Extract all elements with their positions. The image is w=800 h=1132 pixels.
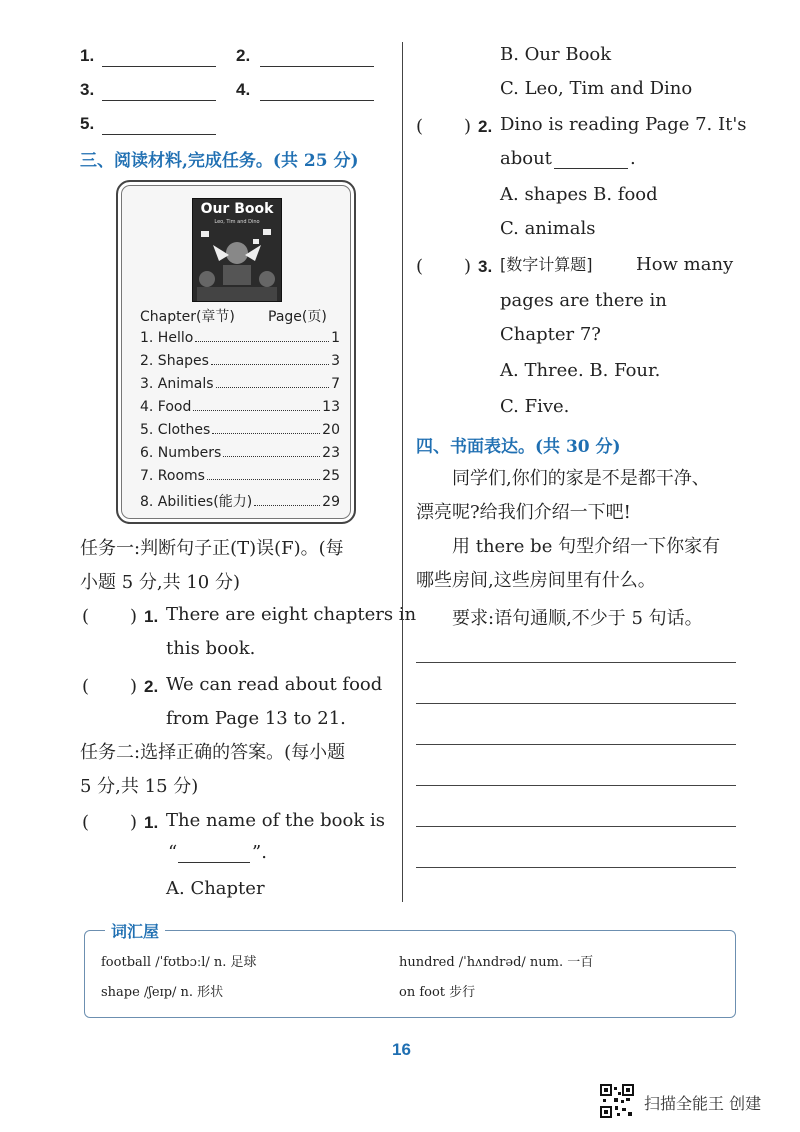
option-ab: A. shapes B. food	[500, 184, 658, 205]
answer-blank-1[interactable]	[102, 48, 216, 67]
toc-row	[140, 422, 340, 438]
column-divider	[402, 42, 403, 902]
writing-line[interactable]	[416, 744, 736, 745]
vocab-item: shape /ʃeɪp/ n. 形状	[101, 985, 224, 1000]
task2-q3-text-cont: pages are there in	[500, 290, 667, 311]
answer-paren-open[interactable]: (	[82, 812, 90, 833]
task2-q1-text: The name of the book is	[166, 810, 385, 831]
section4-title: 四、书面表达。(共 30 分)	[416, 437, 621, 457]
about-blank[interactable]	[554, 152, 628, 169]
toc-page: 7	[331, 376, 340, 392]
cover-illustration	[193, 225, 281, 302]
toc-row	[140, 399, 340, 415]
vocab-item: on foot 步行	[399, 985, 476, 1000]
toc-row	[140, 445, 340, 461]
answer-paren-open[interactable]: (	[82, 606, 90, 627]
option-a: A. Chapter	[166, 878, 265, 899]
section4-para2: 用 there be 句型介绍一下你家有	[452, 536, 721, 557]
close-quote: ”.	[252, 842, 267, 863]
vocab-item: hundred /ˈhʌndrəd/ num. 一百	[399, 955, 594, 970]
book-name-blank[interactable]	[178, 844, 250, 863]
vocab-box	[84, 922, 736, 1018]
answer-blank-3[interactable]	[102, 82, 216, 101]
toc-page: 1	[331, 330, 340, 346]
question-number: 2.	[478, 117, 493, 136]
task1-q2-text-cont: from Page 13 to 21.	[166, 708, 346, 729]
answer-paren-open[interactable]: (	[416, 256, 424, 277]
question-number: 2.	[144, 677, 159, 696]
writing-line[interactable]	[416, 826, 736, 827]
toc-label: 4. Food	[140, 399, 192, 415]
book-cover	[192, 198, 282, 302]
toc-label: 1. Hello	[140, 330, 194, 346]
toc-label: 5. Clothes	[140, 422, 211, 438]
book-card	[116, 180, 356, 524]
toc-label: 2. Shapes	[140, 353, 209, 369]
section4-para2-cont: 哪些房间,这些房间里有什么。	[416, 570, 656, 591]
math-tag: [数字计算题]	[500, 255, 593, 274]
task1-q1-text-cont: this book.	[166, 638, 256, 659]
toc-header-chapter: Chapter(章节)	[140, 309, 235, 325]
option-c: C. Leo, Tim and Dino	[500, 78, 693, 99]
option-c: C. Five.	[500, 396, 570, 417]
question-number: 3.	[478, 257, 493, 276]
answer-paren-close[interactable]: )	[130, 676, 138, 697]
toc-page: 25	[322, 468, 340, 484]
qr-code-icon	[600, 1084, 634, 1118]
answer-paren-open[interactable]: (	[82, 676, 90, 697]
answer-paren-close[interactable]: )	[130, 812, 138, 833]
task2-q2-text: Dino is reading Page 7. It's	[500, 114, 747, 135]
option-c: C. animals	[500, 218, 596, 239]
task1-q2-text: We can read about food	[166, 674, 383, 695]
answer-paren-close[interactable]: )	[464, 116, 472, 137]
toc-label: 7. Rooms	[140, 468, 205, 484]
answer-paren-close[interactable]: )	[130, 606, 138, 627]
cover-title: Our Book	[200, 201, 274, 217]
answer-label-5: 5.	[80, 114, 95, 133]
toc-page: 13	[322, 399, 340, 415]
writing-line[interactable]	[416, 785, 736, 786]
toc-page: 3	[331, 353, 340, 369]
writing-line[interactable]	[416, 662, 736, 663]
writing-line[interactable]	[416, 867, 736, 868]
toc-row	[140, 376, 340, 392]
question-number: 1.	[144, 607, 159, 626]
answer-label-1: 1.	[80, 46, 95, 65]
task2-q3-text-end: Chapter 7?	[500, 324, 601, 345]
option-b: B. Our Book	[500, 44, 612, 65]
toc-header-page: Page(页)	[268, 309, 327, 325]
vocab-title: 词汇屋	[105, 919, 165, 942]
toc-label: 3. Animals	[140, 376, 214, 392]
page-number: 16	[392, 1040, 411, 1059]
toc-page: 20	[322, 422, 340, 438]
section4-para1: 同学们,你们的家是不是都干净、	[452, 468, 710, 489]
cover-subtitle: Leo, Tim and Dino	[214, 219, 260, 225]
answer-label-3: 3.	[80, 80, 95, 99]
toc-row	[140, 491, 340, 511]
answer-blank-4[interactable]	[260, 82, 374, 101]
vocab-item: football /ˈfʊtbɔːl/ n. 足球	[101, 955, 257, 970]
toc-row	[140, 468, 340, 484]
task1-title-line1: 任务一:判断句子正(T)误(F)。(每	[80, 538, 344, 559]
answer-label-4: 4.	[236, 80, 251, 99]
watermark-text: 扫描全能王 创建	[644, 1094, 762, 1113]
answer-label-2: 2.	[236, 46, 251, 65]
task2-q3-text: How many	[636, 254, 734, 275]
option-ab: A. Three. B. Four.	[500, 360, 661, 381]
toc-row	[140, 353, 340, 369]
task2-title-line2: 5 分,共 15 分)	[80, 776, 199, 797]
task1-q1-text: There are eight chapters in	[166, 604, 417, 625]
task1-title-line2: 小题 5 分,共 10 分)	[80, 572, 240, 593]
toc-label: 8. Abilities(能力)	[140, 494, 253, 510]
period: .	[630, 148, 636, 169]
question-number: 1.	[144, 813, 159, 832]
toc-row	[140, 330, 340, 346]
answer-paren-open[interactable]: (	[416, 116, 424, 137]
answer-paren-close[interactable]: )	[464, 256, 472, 277]
task2-title-line1: 任务二:选择正确的答案。(每小题	[80, 742, 346, 763]
answer-blank-2[interactable]	[260, 48, 374, 67]
section3-title: 三、阅读材料,完成任务。(共 25 分)	[80, 151, 359, 171]
toc-page: 23	[322, 445, 340, 461]
toc-page: 29	[322, 494, 340, 510]
task2-q2-text-cont: about	[500, 148, 552, 169]
answer-blank-5[interactable]	[102, 116, 216, 135]
section4-para1-cont: 漂亮呢?给我们介绍一下吧!	[416, 502, 631, 523]
open-quote: “	[168, 842, 178, 863]
writing-line[interactable]	[416, 703, 736, 704]
section4-requirement: 要求:语句通顺,不少于 5 句话。	[452, 608, 703, 629]
toc-label: 6. Numbers	[140, 445, 222, 461]
